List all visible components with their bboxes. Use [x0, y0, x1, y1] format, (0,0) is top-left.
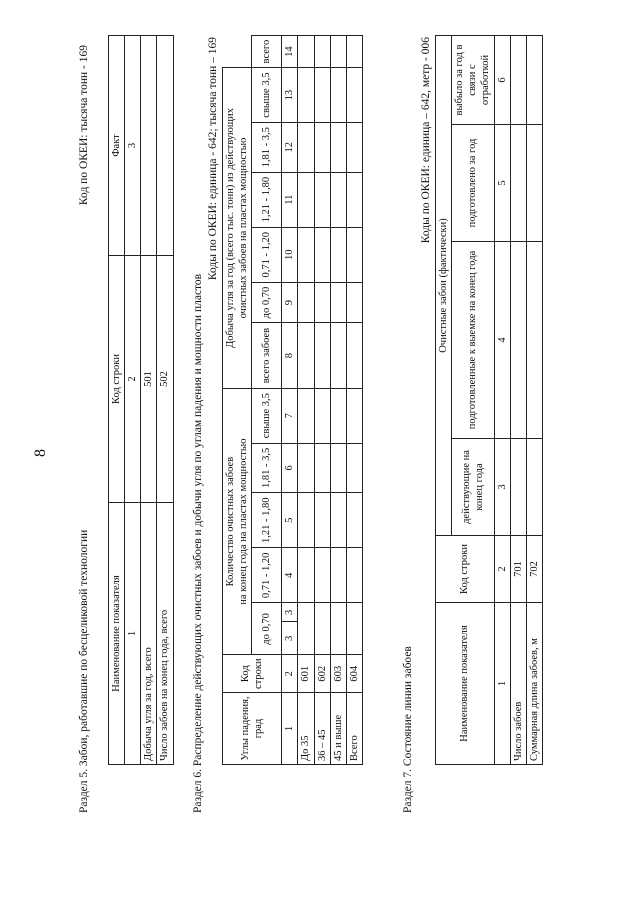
s6-cell[interactable] [346, 68, 362, 123]
s7-header-name: Наименование показателя [436, 603, 495, 765]
s7-cell[interactable] [526, 125, 542, 242]
s6-cell[interactable] [346, 36, 362, 68]
s6-colnum: 11 [282, 172, 298, 227]
page-number: 8 [32, 449, 49, 457]
s6-cell[interactable] [298, 123, 314, 173]
s5-row-code: 501 [141, 256, 157, 503]
section5-table [108, 35, 174, 765]
section7-title: Раздел 7. Состояние линии забоев [402, 646, 414, 813]
section5-title: Раздел 5. Забои, работавшие по бесцеликовой технологии [78, 529, 90, 813]
s6-header-angle: Углы падения, град [223, 693, 282, 765]
s6-row-code: 601 [298, 655, 314, 693]
s5-row-name: Число забоев на конец года, всего [157, 503, 173, 765]
section7-okei: Коды по ОКЕИ: единица – 642, метр - 006 [420, 37, 432, 244]
s6-cell[interactable] [330, 493, 346, 548]
s7-row-code: 701 [510, 536, 526, 603]
s6-header-count-line1: Количество очистных забоев [225, 456, 236, 587]
s6-thickness: до 0,70 [252, 282, 282, 323]
s7-subheader: подготовленные к выемке на конец года [452, 242, 494, 439]
s7-subheader: выбыло за год в связи с отработкой [452, 36, 494, 125]
s7-colnum: 5 [494, 125, 510, 242]
s7-row-name: Суммарная длина забоев, м [526, 603, 542, 765]
s7-row-name: Число забоев [510, 603, 526, 765]
s6-cell[interactable] [346, 388, 362, 443]
s7-colnum: 3 [494, 439, 510, 536]
s6-colnum: 3 [282, 622, 298, 655]
s6-thickness: 1,21 - 1,80 [252, 493, 282, 548]
s7-cell[interactable] [526, 439, 542, 536]
s6-cell[interactable] [330, 603, 346, 655]
s6-thickness: 1,21 - 1,80 [252, 172, 282, 227]
s6-colnum: 14 [282, 36, 298, 68]
s6-cell[interactable] [330, 227, 346, 282]
s6-cell[interactable] [298, 172, 314, 227]
s6-cell[interactable] [346, 123, 362, 173]
s6-cell[interactable] [346, 603, 362, 655]
s5-row-fact[interactable] [157, 36, 173, 256]
s6-thickness: свыше 3,5 [252, 68, 282, 123]
s6-row-name: 45 и выше [330, 693, 346, 765]
section6-okei: Коды по ОКЕИ: единица - 642; тысяча тонн – 169 [207, 37, 219, 281]
s6-colnum: 10 [282, 227, 298, 282]
s6-header-count [223, 388, 252, 655]
s6-row-code: 604 [346, 655, 362, 693]
s6-cell[interactable] [346, 172, 362, 227]
s7-header-group: Очистные забои (фактически) [436, 36, 452, 536]
s6-cell[interactable] [346, 227, 362, 282]
s6-thickness: 1,81 - 3,5 [252, 123, 282, 173]
s6-thickness: 0,71 - 1,20 [252, 548, 282, 603]
s6-colnum: 7 [282, 388, 298, 443]
s6-row-name: 36 – 45 [314, 693, 330, 765]
s7-cell[interactable] [510, 439, 526, 536]
s7-cell[interactable] [526, 242, 542, 439]
s7-cell[interactable] [526, 36, 542, 125]
s6-cell[interactable] [314, 282, 330, 323]
s6-colnum: 1 [282, 693, 298, 765]
s6-cell[interactable] [314, 36, 330, 68]
s6-colnum: 2 [282, 655, 298, 693]
s6-colnum: 13 [282, 68, 298, 123]
section6-title: Раздел 6. Распределение действующих очистных забоев и добычи угля по углам падения и мощности пластов [192, 273, 204, 813]
s6-cell[interactable] [314, 68, 330, 123]
s7-cell[interactable] [510, 242, 526, 439]
s6-cell[interactable] [298, 443, 314, 493]
s6-row-name: До 35 [298, 693, 314, 765]
s6-cell[interactable] [314, 493, 330, 548]
s6-cell[interactable] [298, 493, 314, 548]
s6-colnum: 12 [282, 123, 298, 173]
s5-row-code: 502 [157, 256, 173, 503]
s6-cell[interactable] [298, 548, 314, 603]
s6-cell[interactable] [346, 282, 362, 323]
s7-cell[interactable] [510, 125, 526, 242]
s6-colnum: 8 [282, 323, 298, 389]
s6-cell[interactable] [330, 388, 346, 443]
s7-colnum: 4 [494, 242, 510, 439]
s6-cell[interactable] [346, 548, 362, 603]
s6-thickness: свыше 3,5 [252, 388, 282, 443]
s6-cell[interactable] [346, 323, 362, 389]
s5-colnum: 1 [125, 503, 141, 765]
s7-row-code: 702 [526, 536, 542, 603]
s6-cell[interactable] [330, 443, 346, 493]
s6-header-code: Код строки [223, 655, 282, 693]
s6-cell[interactable] [330, 68, 346, 123]
s6-cell[interactable] [298, 68, 314, 123]
s7-header-code: Код строки [436, 536, 495, 603]
s6-total-faces: всего забоев [252, 323, 282, 389]
section7-table [435, 35, 543, 765]
s6-cell[interactable] [330, 323, 346, 389]
s6-cell[interactable] [314, 603, 330, 655]
s6-header-output-line2: очистных забоев на пластах мощностью [238, 137, 250, 319]
s6-cell[interactable] [330, 123, 346, 173]
s5-colnum: 2 [125, 256, 141, 503]
s6-cell[interactable] [298, 227, 314, 282]
s6-cell[interactable] [346, 493, 362, 548]
s6-colnum: 6 [282, 443, 298, 493]
s6-header-count-line2: на конец года на пластах мощностью [238, 438, 250, 605]
s6-cell[interactable] [346, 443, 362, 493]
section6-table [222, 35, 363, 765]
s5-row-fact[interactable] [141, 36, 157, 256]
s6-cell[interactable] [330, 282, 346, 323]
s6-cell[interactable] [330, 172, 346, 227]
section5-okei: Код по ОКЕИ: тысяча тонн - 169 [78, 45, 90, 206]
s6-cell[interactable] [298, 603, 314, 655]
s6-cell[interactable] [314, 443, 330, 493]
s6-row-code: 603 [330, 655, 346, 693]
s6-cell[interactable] [314, 123, 330, 173]
s6-cell[interactable] [314, 172, 330, 227]
s6-cell[interactable] [298, 282, 314, 323]
s6-cell[interactable] [314, 227, 330, 282]
s6-cell[interactable] [330, 548, 346, 603]
s5-colnum: 3 [125, 36, 141, 256]
s6-row-name: Всего [346, 693, 362, 765]
s7-subheader: подготовлено за год [452, 125, 494, 242]
s5-header-fact: Факт [109, 36, 125, 256]
s6-colnum: 5 [282, 493, 298, 548]
s6-header-output [223, 68, 252, 389]
s6-colnum: 3 [282, 603, 298, 622]
s6-cell[interactable] [314, 323, 330, 389]
s6-colnum: 9 [282, 282, 298, 323]
s6-thickness: 0,71 - 1,20 [252, 227, 282, 282]
s6-total: всего [252, 36, 282, 68]
s6-cell[interactable] [314, 548, 330, 603]
s7-colnum: 6 [494, 36, 510, 125]
s6-header-output-line1: Добыча угля за год (всего тыс. тонн) из действующих [225, 108, 236, 348]
s6-cell[interactable] [298, 36, 314, 68]
s5-header-name: Наименование показателя [109, 503, 125, 765]
s6-colnum: 4 [282, 548, 298, 603]
s6-cell[interactable] [298, 388, 314, 443]
s7-subheader: действующие на конец года [452, 439, 494, 536]
s7-colnum: 2 [494, 536, 510, 603]
s6-thickness: до 0,70 [252, 603, 282, 655]
s7-cell[interactable] [510, 36, 526, 125]
s6-cell[interactable] [298, 323, 314, 389]
s5-row-name: Добыча угля за год, всего [141, 503, 157, 765]
s6-cell[interactable] [314, 388, 330, 443]
s5-header-code: Код строки [109, 256, 125, 503]
s6-thickness: 1,81 - 3,5 [252, 443, 282, 493]
s6-row-code: 602 [314, 655, 330, 693]
s7-colnum: 1 [494, 603, 510, 765]
s6-cell[interactable] [330, 36, 346, 68]
